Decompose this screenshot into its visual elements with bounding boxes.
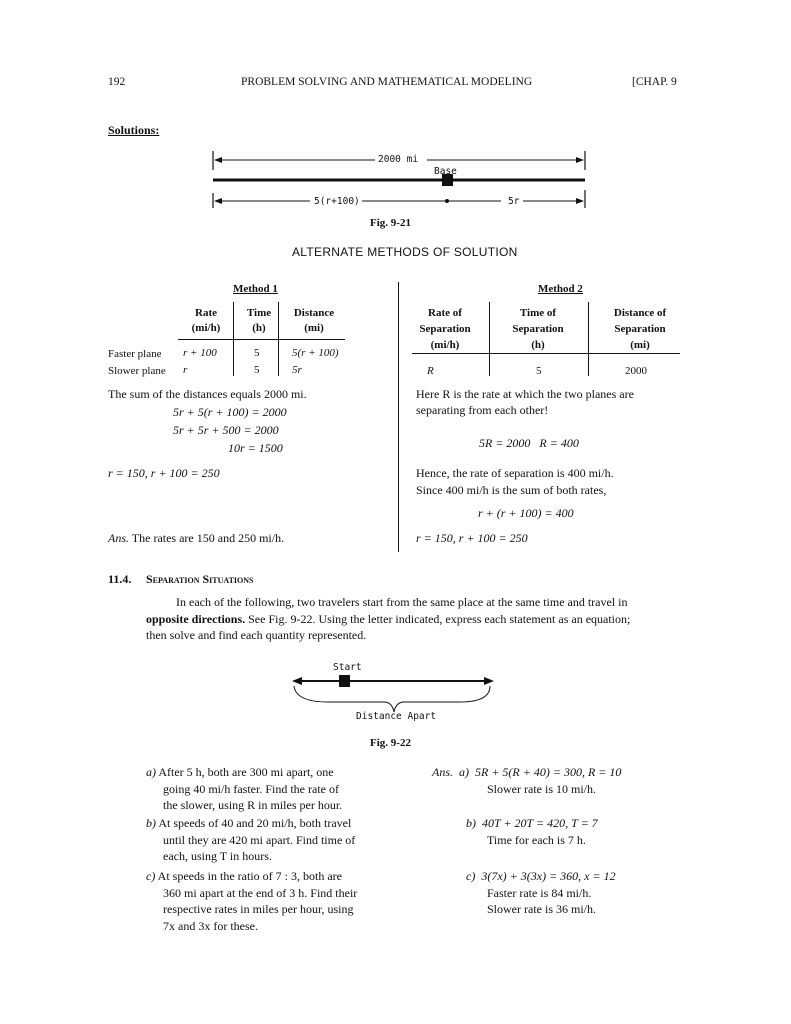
m1-row2-distance: 5r [292, 364, 302, 376]
m1-row1-rate: r + 100 [183, 347, 217, 359]
m2-description-1: Here R is the rate at which the two planes are [416, 387, 634, 401]
problem-b [146, 815, 376, 865]
m2-row-time: 5 [536, 365, 542, 377]
answer-prefix: Ans. [432, 765, 453, 779]
problem-c-text-2: 360 mi apart at the end of 3 h. Find their [163, 885, 358, 900]
intro-bold: opposite directions. [146, 611, 246, 626]
fig22-caption: Fig. 9-22 [370, 737, 411, 749]
problem-c-text-3: respective rates in miles per hour, using [163, 902, 354, 916]
fig21-right-segment: 5r [508, 196, 520, 207]
m2-header-time-2: Separation [512, 323, 564, 335]
problem-b-text-1: At speeds of 40 and 20 mi/h, both travel [158, 816, 352, 830]
problem-a-text-1: After 5 h, both are 300 mi apart, one [158, 765, 334, 779]
method2-title: Method 2 [538, 283, 583, 295]
answer-a-eq: 5R + 5(R + 40) = 300, R = 10 [475, 765, 622, 779]
m1-row1-time: 5 [254, 347, 260, 359]
fig22-start-label: Start [333, 662, 362, 673]
answer-b-line [466, 815, 696, 832]
answer-c-text-1: Faster rate is 84 mi/h. [487, 885, 592, 900]
answer-a-letter: a) [459, 765, 469, 779]
m1-header-rate-unit: (mi/h) [191, 322, 221, 334]
m2-header-rate-1: Rate of [428, 307, 462, 319]
m2-header-dist-3: (mi) [630, 339, 650, 351]
m2-description-2: separating from each other! [416, 403, 549, 417]
problem-a-line [146, 764, 376, 781]
m1-row2-label: Slower plane [108, 365, 166, 377]
m1-header-distance-unit: (mi) [304, 322, 324, 334]
problem-a [146, 764, 376, 814]
problem-b-text-3: each, using T in hours. [163, 849, 272, 863]
m2-col-rule-2 [588, 302, 589, 376]
problem-a-text-2: going 40 mi/h faster. Find the rate of [163, 781, 339, 796]
m1-result: r = 150, r + 100 = 250 [108, 466, 220, 480]
fig21-base-label: Base [434, 166, 457, 177]
problem-b-letter: b) [146, 816, 156, 830]
problem-c-text-1: At speeds in the ratio of 7 : 3, both are [157, 869, 342, 883]
page-number: 192 [108, 76, 126, 88]
m2-equation-2: r + (r + 100) = 400 [478, 506, 574, 520]
m1-header-time-unit: (h) [252, 322, 266, 334]
m1-row1-distance: 5(r + 100) [292, 347, 339, 359]
answer-a-line [432, 764, 692, 781]
m2-row-distance: 2000 [625, 365, 647, 377]
section-number: 11.4. [108, 572, 132, 586]
m2-hence-1: Hence, the rate of separation is 400 mi/h. [416, 466, 614, 480]
answer-b-eq: 40T + 20T = 420, T = 7 [482, 816, 598, 830]
m1-sum-text: The sum of the distances equals 2000 mi. [108, 387, 307, 401]
m2-equation: 5R = 2000 R = 400 [479, 436, 579, 450]
m2-header-time-3: (h) [531, 339, 545, 351]
section-title: Separation Situations [146, 572, 254, 586]
answer-c-letter: c) [466, 869, 476, 883]
m1-answer-text: The rates are 150 and 250 mi/h. [131, 531, 285, 545]
problem-a-letter: a) [146, 765, 156, 779]
answer-c-eq: 3(7x) + 3(3x) = 360, x = 12 [481, 869, 616, 883]
answer-c-line [466, 868, 696, 885]
intro-line-2 [146, 611, 686, 628]
m1-header-time: Time [246, 307, 272, 319]
m2-result: r = 150, r + 100 = 250 [416, 531, 528, 545]
fig21-caption: Fig. 9-21 [370, 217, 411, 229]
m2-hence-2: Since 400 mi/h is the sum of both rates, [416, 483, 607, 497]
intro-line-1: In each of the following, two travelers start from the same place at the same time and travel in [176, 595, 628, 609]
section-intro [146, 594, 686, 644]
m1-equation-2: 5r + 5r + 500 = 2000 [173, 423, 279, 437]
answer-b [466, 815, 696, 848]
alternate-methods-title: ALTERNATE METHODS OF SOLUTION [292, 245, 518, 259]
m2-row-rate: R [427, 365, 434, 377]
m1-row1-label: Faster plane [108, 348, 162, 360]
solutions-heading: Solutions: [108, 123, 160, 137]
intro-rest: See Fig. 9-22. Using the letter indicated, express each statement as an equation; [245, 611, 631, 626]
chapter-label: [CHAP. 9 [632, 76, 677, 88]
fig22-distance-label: Distance Apart [356, 711, 437, 722]
answer-a [432, 764, 692, 797]
m1-equation-3: 10r = 1500 [228, 441, 283, 455]
problem-b-line [146, 815, 376, 832]
m1-row2-time: 5 [254, 364, 260, 376]
m2-col-rule-1 [489, 302, 490, 376]
m1-answer-prefix: Ans. [108, 531, 129, 545]
fig21-distance-label: 2000 mi [378, 154, 419, 165]
answer-c-text-2: Slower rate is 36 mi/h. [487, 902, 596, 916]
start-marker [339, 675, 350, 687]
method1-title: Method 1 [233, 283, 278, 295]
m1-header-distance: Distance [293, 307, 335, 319]
problem-c-letter: c) [146, 869, 156, 883]
m1-header-rule [178, 339, 345, 340]
m1-equation-1: 5r + 5(r + 100) = 2000 [173, 405, 287, 419]
m2-header-dist-2: Separation [614, 323, 666, 335]
answer-a-text: Slower rate is 10 mi/h. [487, 781, 596, 796]
m2-header-rate-2: Separation [419, 323, 471, 335]
fig21-left-segment: 5(r+100) [314, 196, 360, 207]
methods-divider [398, 282, 399, 552]
m1-col-rule-1 [233, 302, 234, 376]
answer-b-text: Time for each is 7 h. [487, 832, 586, 847]
m2-header-dist-1: Distance of [613, 307, 667, 319]
m2-header-rate-3: (mi/h) [430, 339, 460, 351]
problem-c [146, 868, 376, 934]
problem-c-text-4: 7x and 3x for these. [163, 918, 258, 933]
m1-col-rule-2 [278, 302, 279, 376]
answer-b-letter: b) [466, 816, 476, 830]
m1-row2-rate: r [183, 364, 188, 376]
m1-header-rate: Rate [195, 307, 217, 319]
m1-answer [108, 531, 284, 546]
problem-b-text-2: until they are 420 mi apart. Find time of [163, 832, 356, 847]
answer-c [466, 868, 696, 918]
intro-line-3: then solve and find each quantity represented. [146, 628, 367, 642]
problem-a-text-3: the slower, using R in miles per hour. [163, 798, 343, 812]
m2-header-time-1: Time of [519, 307, 557, 319]
problem-c-line [146, 868, 376, 885]
m2-header-rule [412, 353, 680, 354]
running-title: PROBLEM SOLVING AND MATHEMATICAL MODELING [241, 76, 533, 88]
